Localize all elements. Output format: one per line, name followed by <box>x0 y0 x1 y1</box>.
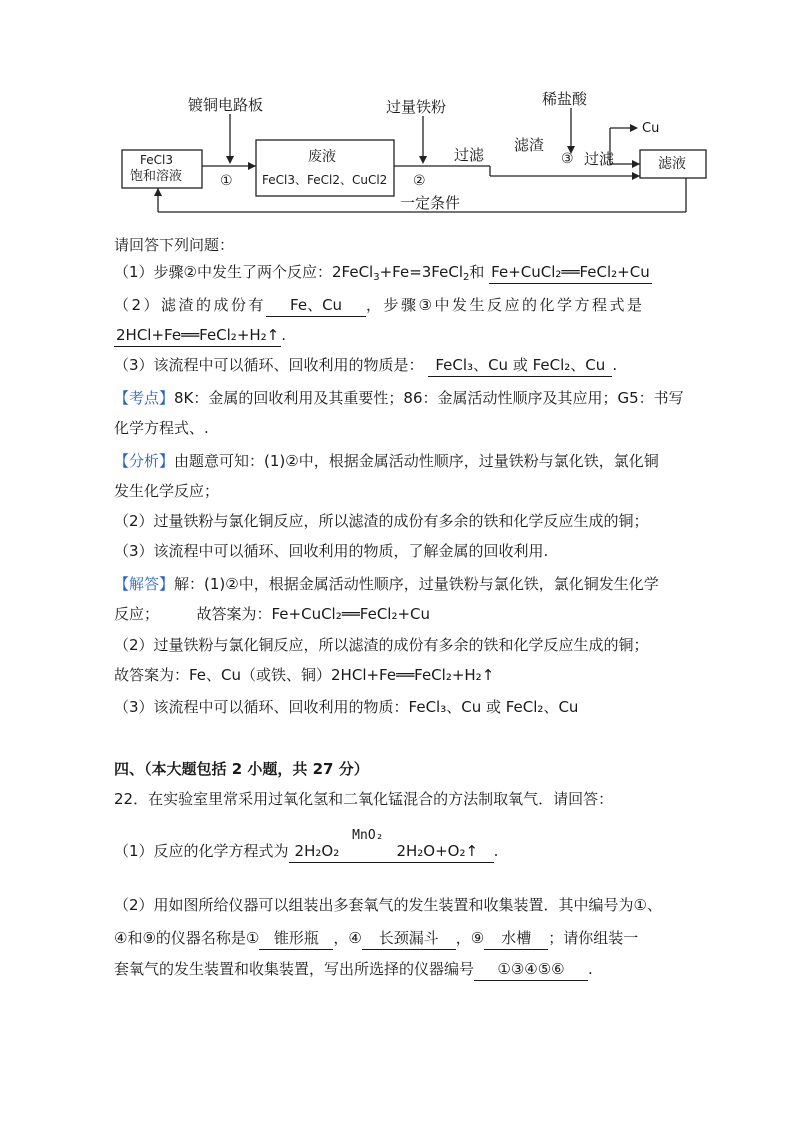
answer-instrument-numbers: ①③④⑤⑥ <box>474 960 588 981</box>
box1-line2: 饱和溶液 <box>130 169 183 184</box>
q3-line: （3）该流程中可以循环、回收利用的物质是： FeCl₃、Cu 或 FeCl₂、Cu . <box>114 356 617 377</box>
filter1-label: 过滤 <box>454 146 485 164</box>
kaodian-tag: 【考点】 <box>114 389 175 407</box>
fenxi-line3: （2）过量铁粉与氯化铜反应，所以滤渣的成份有多余的铁和化学反应生成的铜； <box>114 512 649 530</box>
q2-line1: （2）滤渣的成份有 Fe、Cu ，步骤③中发生反应的化学方程式是 <box>114 296 645 317</box>
process-flowchart <box>110 88 710 228</box>
kaodian-line2: 化学方程式、. <box>114 419 209 437</box>
jieda-line2: 反应； 故答案为：Fe+CuCl₂══FeCl₂+Cu <box>114 605 431 623</box>
catalyst-condition: MnO₂ <box>352 828 384 843</box>
return-condition: 一定条件 <box>400 194 461 212</box>
step2-label: ② <box>413 173 426 189</box>
q1-line: （1）步骤②中发生了两个反应：2FeCl$_3$+Fe=3FeCl$_2$和 Fe+CuCl₂══FeCl₂+Cu <box>114 263 650 283</box>
q22-1-answer: 2H₂O₂ MnO₂ 2H₂O+O₂↑ <box>289 842 494 863</box>
fenxi-line1: 【分析】由题意可知：(1)②中，根据金属活动性顺序，过量铁粉与氯化铁，氯化铜 <box>114 452 659 470</box>
add-hydrochloric-acid: 稀盐酸 <box>542 90 588 108</box>
q22-2-line3: 套氧气的发生装置和收集装置，写出所选择的仪器编号 ①③④⑤⑥ . <box>114 960 593 981</box>
step3-label: ③ <box>561 151 574 167</box>
cu-output: Cu <box>642 121 660 136</box>
add-iron-powder: 过量铁粉 <box>386 98 447 116</box>
filter2-label: 过滤 <box>584 150 615 168</box>
q2-answer1: Fe、Cu <box>266 296 366 317</box>
jieda-tag: 【解答】 <box>114 575 175 593</box>
fenxi-tag: 【分析】 <box>114 452 175 470</box>
q22-1-line: （1）反应的化学方程式为 2H₂O₂ MnO₂ 2H₂O+O₂↑ . <box>114 842 498 863</box>
jieda-line4: 故答案为：Fe、Cu（或铁、铜）2HCl+Fe══FeCl₂+H₂↑ <box>114 666 495 684</box>
section4-heading: 四、（本大题包括 2 小题，共 27 分） <box>114 760 369 778</box>
q2-answer2: 2HCl+Fe══FeCl₂+H₂↑ <box>114 326 281 347</box>
box2-line2: FeCl3、FeCl2、CuCl2 <box>262 173 388 187</box>
jieda-line5: （3）该流程中可以循环、回收利用的物质：FeCl₃、Cu 或 FeCl₂、Cu <box>114 698 579 716</box>
step1-label: ① <box>220 173 233 189</box>
add-circuit-board: 镀铜电路板 <box>188 96 264 114</box>
kaodian-line1: 【考点】8K：金属的回收利用及其重要性；86：金属活动性顺序及其应用；G5：书写 <box>114 389 684 407</box>
box2-line1: 废液 <box>308 149 336 165</box>
residue-label: 滤渣 <box>514 136 545 154</box>
fenxi-line4: （3）该流程中可以循环、回收利用的物质，了解金属的回收利用. <box>114 542 549 560</box>
answer-long-neck-funnel: 长颈漏斗 <box>362 929 456 950</box>
box1-line1: FeCl3 <box>140 153 173 167</box>
q22-line: 22．在实验室里常采用过氧化氢和二氧化锰混合的方法制取氧气．请回答： <box>114 790 614 808</box>
intro-line: 请回答下列问题： <box>114 236 235 254</box>
answer-conical-flask: 锥形瓶 <box>259 929 333 950</box>
q3-answer: FeCl₃、Cu 或 FeCl₂、Cu <box>428 356 612 377</box>
answer-water-trough: 水槽 <box>484 929 548 950</box>
q22-2-line2: ④和⑨的仪器名称是① 锥形瓶 ，④ 长颈漏斗 ，⑨ 水槽 ；请你组装一 <box>114 929 638 950</box>
q1-answer: Fe+CuCl₂══FeCl₂+Cu <box>489 263 652 284</box>
q2-line2: 2HCl+Fe══FeCl₂+H₂↑ . <box>114 326 286 347</box>
fenxi-line2: 发生化学反应； <box>114 482 220 500</box>
box3-label: 滤液 <box>658 156 686 172</box>
jieda-line1: 【解答】解：(1)②中，根据金属活动性顺序，过量铁粉与氯化铁，氯化铜发生化学 <box>114 575 659 593</box>
q22-2-line1: （2）用如图所给仪器可以组装出多套氧气的发生装置和收集装置．其中编号为①、 <box>114 896 662 914</box>
jieda-line3: （2）过量铁粉与氯化铜反应，所以滤渣的成份有多余的铁和化学反应生成的铜； <box>114 636 649 654</box>
